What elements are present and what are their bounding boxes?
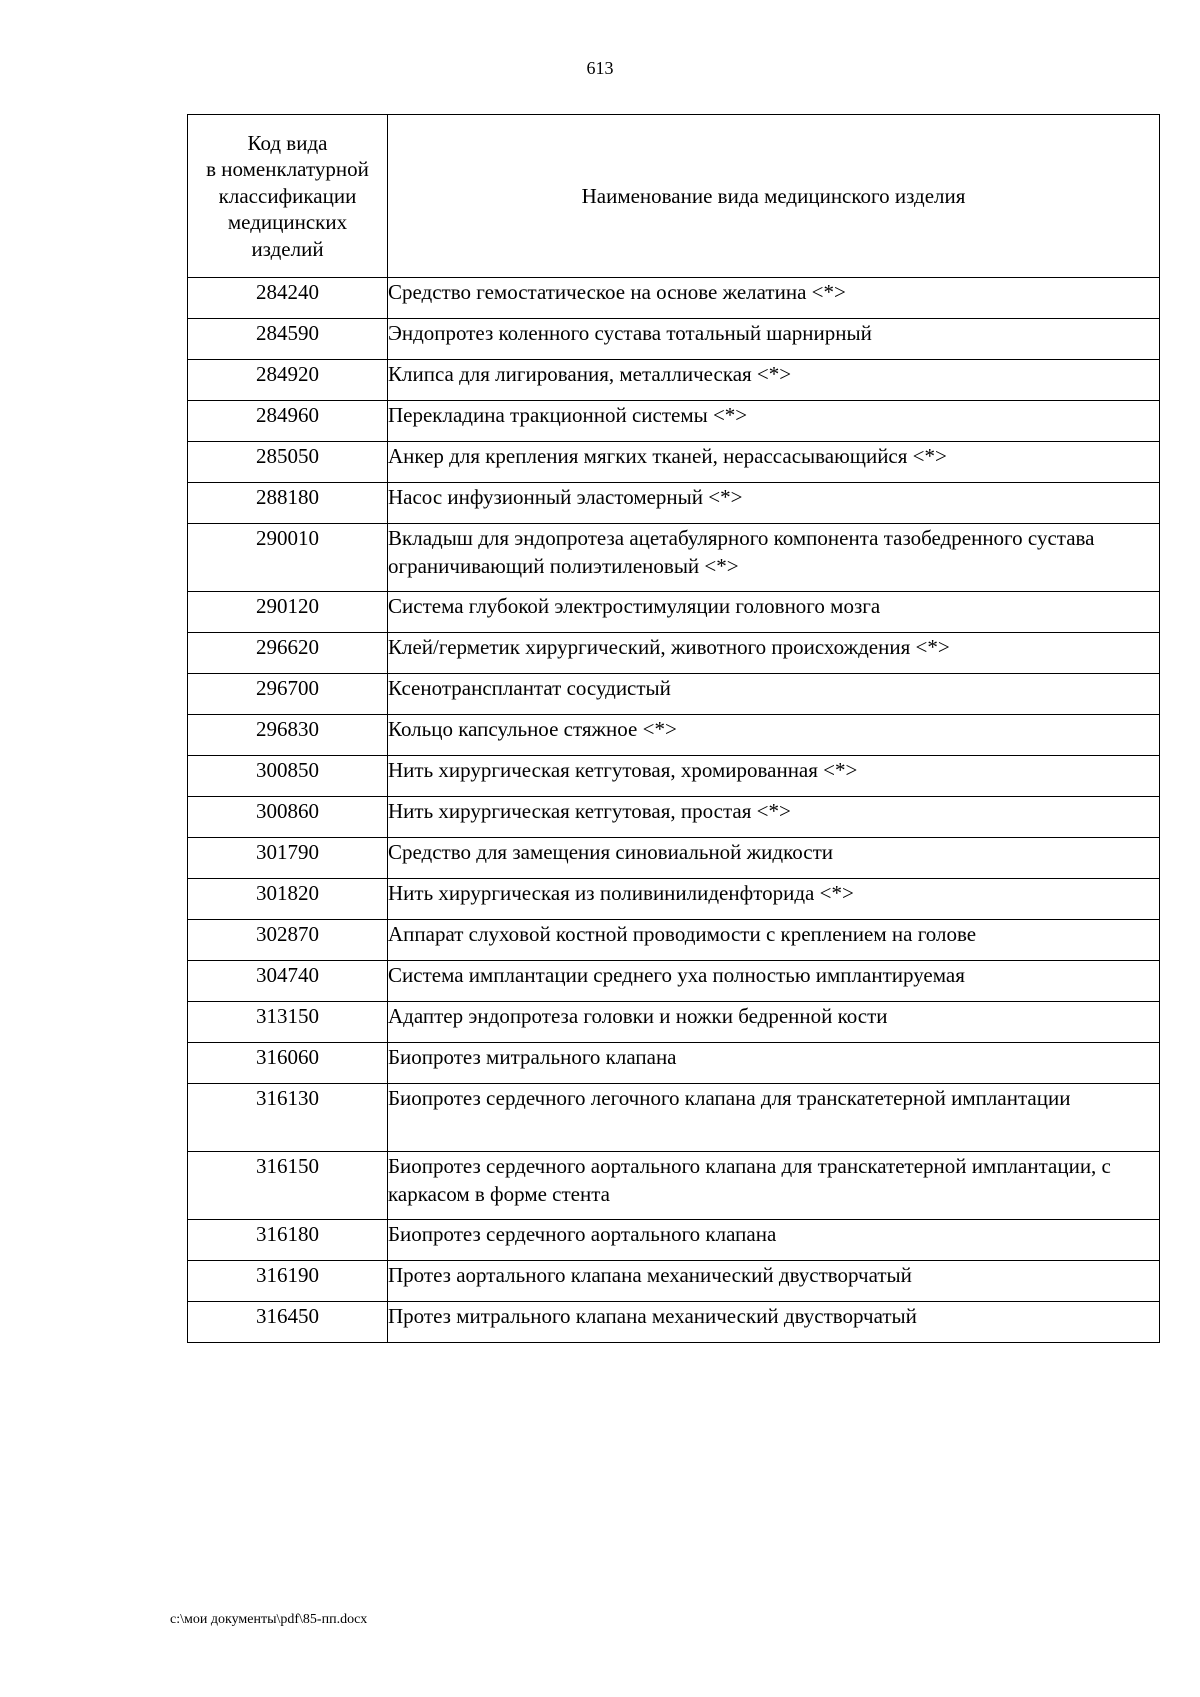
device-name-cell: Насос инфузионный эластомерный <*> xyxy=(388,483,1160,524)
page-number: 613 xyxy=(586,58,614,78)
table-row xyxy=(188,1302,1160,1343)
table-row xyxy=(188,401,1160,442)
table-row xyxy=(188,360,1160,401)
device-name-cell: Анкер для крепления мягких тканей, нерассасывающийся <*> xyxy=(388,442,1160,483)
footer-file-path: c:\мои документы\pdf\85-пп.docx xyxy=(170,1612,368,1627)
table-row xyxy=(188,920,1160,961)
device-name-cell: Нить хирургическая кетгутовая, хромированная <*> xyxy=(388,756,1160,797)
device-code-cell: 301790 xyxy=(188,838,388,879)
device-code-cell: 288180 xyxy=(188,483,388,524)
table-row xyxy=(188,278,1160,319)
device-code-cell: 290120 xyxy=(188,592,388,633)
device-code-cell: 316450 xyxy=(188,1302,388,1343)
device-code-cell: 316150 xyxy=(188,1152,388,1220)
header-name-column: Наименование вида медицинского изделия xyxy=(388,115,1160,278)
table-row xyxy=(188,633,1160,674)
device-code-cell: 304740 xyxy=(188,961,388,1002)
device-code-cell: 300860 xyxy=(188,797,388,838)
device-name-cell: Протез митрального клапана механический двустворчатый xyxy=(388,1302,1160,1343)
device-code-cell: 284960 xyxy=(188,401,388,442)
table-row xyxy=(188,838,1160,879)
table-row xyxy=(188,1152,1160,1220)
table-row xyxy=(188,961,1160,1002)
header-code-line: медицинских xyxy=(227,210,348,235)
table-body xyxy=(188,278,1160,1343)
device-code-cell: 300850 xyxy=(188,756,388,797)
device-code-cell: 296700 xyxy=(188,674,388,715)
device-name-cell: Биопротез митрального клапана xyxy=(388,1043,1160,1084)
device-code-cell: 316180 xyxy=(188,1220,388,1261)
table-row xyxy=(188,879,1160,920)
table-row xyxy=(188,715,1160,756)
medical-devices-table xyxy=(187,114,1160,1343)
device-name-cell: Биопротез сердечного аортального клапана для транскатетерной имплантации, с каркасом в форме стента xyxy=(388,1152,1160,1220)
device-code-cell: 284240 xyxy=(188,278,388,319)
device-code-cell: 313150 xyxy=(188,1002,388,1043)
table-row xyxy=(188,756,1160,797)
header-code-line: в номенклатурной xyxy=(206,157,369,182)
table-header-row xyxy=(188,115,1160,278)
table-row xyxy=(188,797,1160,838)
device-name-cell: Протез аортального клапана механический двустворчатый xyxy=(388,1261,1160,1302)
header-code-column xyxy=(188,115,388,278)
device-code-cell: 301820 xyxy=(188,879,388,920)
device-name-cell: Перекладина тракционной системы <*> xyxy=(388,401,1160,442)
device-name-cell: Клей/герметик хирургический, животного происхождения <*> xyxy=(388,633,1160,674)
table-row xyxy=(188,1043,1160,1084)
header-code-line: Код вида xyxy=(247,130,328,155)
device-name-cell: Система имплантации среднего уха полностью имплантируемая xyxy=(388,961,1160,1002)
table-row xyxy=(188,442,1160,483)
device-name-cell: Средство для замещения синовиальной жидкости xyxy=(388,838,1160,879)
device-name-cell: Ксенотрансплантат сосудистый xyxy=(388,674,1160,715)
table-row xyxy=(188,524,1160,592)
device-name-cell: Биопротез сердечного аортального клапана xyxy=(388,1220,1160,1261)
device-name-cell: Нить хирургическая из поливинилиденфторида <*> xyxy=(388,879,1160,920)
device-code-cell: 284590 xyxy=(188,319,388,360)
device-code-cell: 285050 xyxy=(188,442,388,483)
device-code-cell: 290010 xyxy=(188,524,388,592)
device-name-cell: Аппарат слуховой костной проводимости с креплением на голове xyxy=(388,920,1160,961)
device-name-cell: Клипса для лигирования, металлическая <*> xyxy=(388,360,1160,401)
device-code-cell: 316190 xyxy=(188,1261,388,1302)
device-name-cell: Вкладыш для эндопротеза ацетабулярного компонента тазобедренного сустава ограничивающий полиэтиленовый <*> xyxy=(388,524,1160,592)
device-code-cell: 296830 xyxy=(188,715,388,756)
device-name-cell: Кольцо капсульное стяжное <*> xyxy=(388,715,1160,756)
device-code-cell: 296620 xyxy=(188,633,388,674)
device-name-cell: Средство гемостатическое на основе желатина <*> xyxy=(388,278,1160,319)
device-name-cell: Нить хирургическая кетгутовая, простая <*> xyxy=(388,797,1160,838)
table-row xyxy=(188,1220,1160,1261)
device-code-cell: 284920 xyxy=(188,360,388,401)
header-code-line: классификации xyxy=(218,183,357,208)
table-row xyxy=(188,1261,1160,1302)
device-name-cell: Эндопротез коленного сустава тотальный шарнирный xyxy=(388,319,1160,360)
device-name-cell: Адаптер эндопротеза головки и ножки бедренной кости xyxy=(388,1002,1160,1043)
device-name-cell: Биопротез сердечного легочного клапана для транскатетерной имплантации xyxy=(388,1084,1160,1152)
device-code-cell: 302870 xyxy=(188,920,388,961)
table-row xyxy=(188,1002,1160,1043)
table-row xyxy=(188,592,1160,633)
table-row xyxy=(188,483,1160,524)
device-name-cell: Система глубокой электростимуляции головного мозга xyxy=(388,592,1160,633)
table-row xyxy=(188,1084,1160,1152)
device-code-cell: 316130 xyxy=(188,1084,388,1152)
table-row xyxy=(188,319,1160,360)
device-code-cell: 316060 xyxy=(188,1043,388,1084)
table-row xyxy=(188,674,1160,715)
header-code-line: изделий xyxy=(251,236,324,261)
